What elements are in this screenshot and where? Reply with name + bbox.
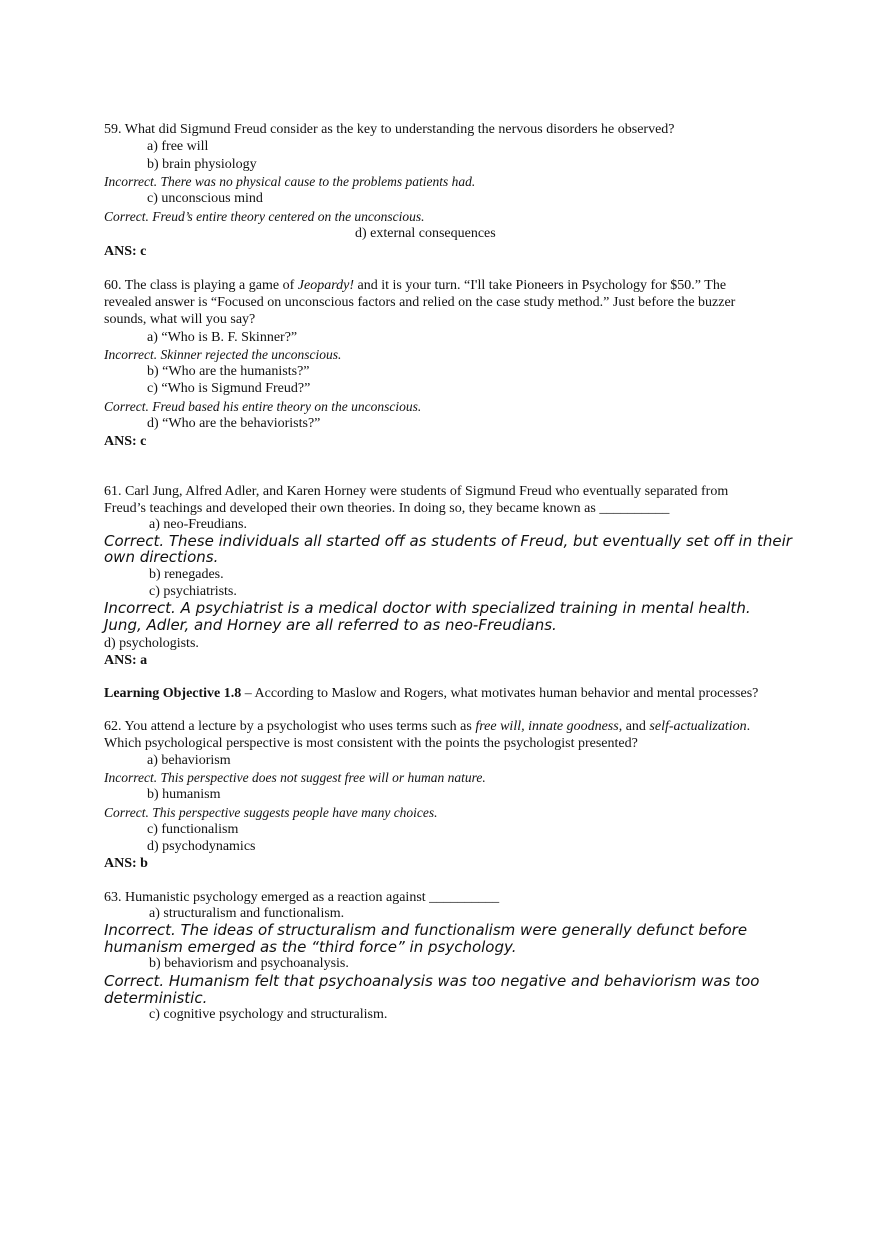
- q63-feedback-a-line-1: Incorrect. The ideas of structuralism and functionalism were generally defunct before: [104, 921, 748, 939]
- learning-objective: Learning Objective 1.8 – According to Maslow and Rogers, what motivates human behavior and mental processes?: [104, 686, 759, 701]
- q59-option-d: d) external consequences: [355, 226, 496, 241]
- q61-feedback-c-line-2: Jung, Adler, and Horney are all referred to as neo-Freudians.: [104, 616, 557, 634]
- q59-feedback-b: Incorrect. There was no physical cause to the problems patients had.: [104, 174, 476, 189]
- q62-answer: ANS: b: [104, 856, 148, 871]
- q61-stem-line-1: 61. Carl Jung, Alfred Adler, and Karen Horney were students of Sigmund Freud who eventually separated from: [104, 484, 729, 499]
- q59-option-b: b) brain physiology: [147, 157, 257, 172]
- q61-feedback-a-line-1: Correct. These individuals all started off as students of Freud, but eventually set off in their: [104, 532, 792, 550]
- q62-option-b: b) humanism: [147, 787, 221, 802]
- q62-option-c: c) functionalism: [147, 822, 239, 837]
- q60-option-d: d) “Who are the behaviorists?”: [147, 416, 321, 431]
- q61-feedback-a-line-2: own directions.: [104, 548, 219, 566]
- q63-option-b: b) behaviorism and psychoanalysis.: [149, 956, 349, 971]
- q61-option-b: b) renegades.: [149, 567, 224, 582]
- q61-stem-line-2: Freud’s teachings and developed their own theories. In doing so, they became known as __________: [104, 501, 670, 516]
- q60-feedback-c: Correct. Freud based his entire theory on the unconscious.: [104, 399, 422, 414]
- q60-feedback-a: Incorrect. Skinner rejected the unconscious.: [104, 347, 342, 362]
- q59-answer: ANS: c: [104, 244, 147, 259]
- q60-option-b: b) “Who are the humanists?”: [147, 364, 310, 379]
- q63-feedback-b-line-1: Correct. Humanism felt that psychoanalysis was too negative and behaviorism was too: [104, 972, 760, 990]
- q62-option-d: d) psychodynamics: [147, 839, 256, 854]
- q61-feedback-c-line-1: Incorrect. A psychiatrist is a medical doctor with specialized training in mental health.: [104, 599, 751, 617]
- q60-stem-line-2: revealed answer is “Focused on unconscious factors and relied on the case study method.” Just before the buzzer: [104, 295, 736, 310]
- q62-stem-line-2: Which psychological perspective is most consistent with the points the psychologist presented?: [104, 736, 638, 751]
- q63-feedback-a-line-2: humanism emerged as the “third force” in psychology.: [104, 938, 517, 956]
- q59-stem: 59. What did Sigmund Freud consider as the key to understanding the nervous disorders he observed?: [104, 122, 675, 137]
- q62-feedback-a: Incorrect. This perspective does not suggest free will or human nature.: [104, 770, 486, 785]
- q60-option-c: c) “Who is Sigmund Freud?”: [147, 381, 311, 396]
- q61-option-d: d) psychologists.: [104, 636, 199, 651]
- q62-option-a: a) behaviorism: [147, 753, 231, 768]
- q63-option-c: c) cognitive psychology and structuralism.: [149, 1007, 388, 1022]
- q61-answer: ANS: a: [104, 653, 148, 668]
- q61-option-c: c) psychiatrists.: [149, 584, 237, 599]
- q59-option-a: a) free will: [147, 139, 209, 154]
- q63-feedback-b-line-2: deterministic.: [104, 989, 208, 1007]
- q59-option-c: c) unconscious mind: [147, 191, 263, 206]
- q60-stem-line-3: sounds, what will you say?: [104, 312, 256, 327]
- q62-stem-line-1: 62. You attend a lecture by a psychologist who uses terms such as free will, innate goodness, and self-actualization.: [104, 719, 751, 734]
- q63-stem: 63. Humanistic psychology emerged as a reaction against __________: [104, 890, 500, 905]
- q60-stem-line-1: 60. The class is playing a game of Jeopardy! and it is your turn. “I'll take Pioneers in Psychology for $50.” The: [104, 278, 727, 293]
- q62-feedback-b: Correct. This perspective suggests people have many choices.: [104, 805, 438, 820]
- q60-answer: ANS: c: [104, 434, 147, 449]
- q63-option-a: a) structuralism and functionalism.: [149, 906, 345, 921]
- q60-option-a: a) “Who is B. F. Skinner?”: [147, 330, 298, 345]
- q61-option-a: a) neo-Freudians.: [149, 517, 247, 532]
- q59-feedback-c: Correct. Freud’s entire theory centered on the unconscious.: [104, 209, 425, 224]
